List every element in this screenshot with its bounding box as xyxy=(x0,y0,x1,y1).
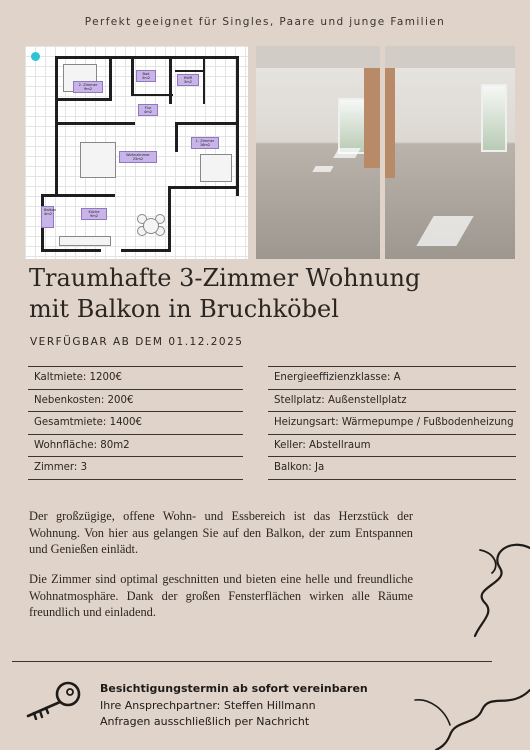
facts-right xyxy=(268,366,516,480)
fact-row: Zimmer: 3 xyxy=(28,456,243,480)
fact-row: Keller: Abstellraum xyxy=(268,434,516,457)
room-label: HWR 3m2 xyxy=(177,74,199,86)
listing-title: Traumhafte 3-Zimmer Wohnung mit Balkon in Bruchköbel xyxy=(29,264,421,323)
fact-row: Kaltmiete: 1200€ xyxy=(28,366,243,389)
key-icon xyxy=(22,680,84,720)
room-label: Flur 4m2 xyxy=(138,104,158,116)
contact-heading: Besichtigungstermin ab sofort vereinbaren xyxy=(100,682,368,695)
decorative-squiggle xyxy=(410,680,530,750)
contact-block xyxy=(100,681,368,731)
fact-row: Energieeffizienzklasse: A xyxy=(268,366,516,389)
contact-note: Anfragen ausschließlich per Nachricht xyxy=(100,715,310,728)
facts-left xyxy=(28,366,243,480)
availability-date: VERFÜGBAR AB DEM 01.12.2025 xyxy=(30,336,244,348)
description-paragraph: Die Zimmer sind optimal geschnitten und bieten eine helle und freundliche Wohnatmosphäre. Dank der großen Fensterflächen wirken alle Räume freundlich und einladend. xyxy=(29,572,413,619)
fact-row: Balkon: Ja xyxy=(268,456,516,480)
divider xyxy=(12,661,492,662)
room-label: 2. Zimmer 9m2 xyxy=(73,81,103,93)
room-label: Küche 9m2 xyxy=(81,208,107,220)
floor-plan xyxy=(25,46,248,259)
interior-photo-living xyxy=(256,46,380,259)
fact-row: Stellplatz: Außenstellplatz xyxy=(268,389,516,412)
interior-photo-room xyxy=(385,46,515,259)
fact-row: Wohnfläche: 80m2 xyxy=(28,434,243,457)
contact-person: Ihre Ansprechpartner: Steffen Hillmann xyxy=(100,698,316,712)
tagline: Perfekt geeignet für Singles, Paare und junge Familien xyxy=(84,16,446,28)
room-label: Balkon 4m2 xyxy=(41,206,54,228)
fact-row: Gesamtmiete: 1400€ xyxy=(28,411,243,434)
room-label: 1. Zimmer 16m2 xyxy=(191,137,219,149)
fact-row: Nebenkosten: 200€ xyxy=(28,389,243,412)
room-label: Bad 5m2 xyxy=(136,70,156,82)
fact-row: Heizungsart: Wärmepumpe / Fußbodenheizung xyxy=(268,411,516,434)
decorative-squiggle xyxy=(440,528,530,638)
photo-strip xyxy=(25,46,515,259)
description-paragraph: Der großzügige, offene Wohn- und Essbereich ist das Herzstück der Wohnung. Von hier aus gelangen Sie auf den Balkon, der zum Entspannen und Genießen einlädt. xyxy=(29,509,413,556)
room-label: Wohnzimmer 25m2 xyxy=(119,151,157,163)
marker-dot xyxy=(31,52,40,61)
